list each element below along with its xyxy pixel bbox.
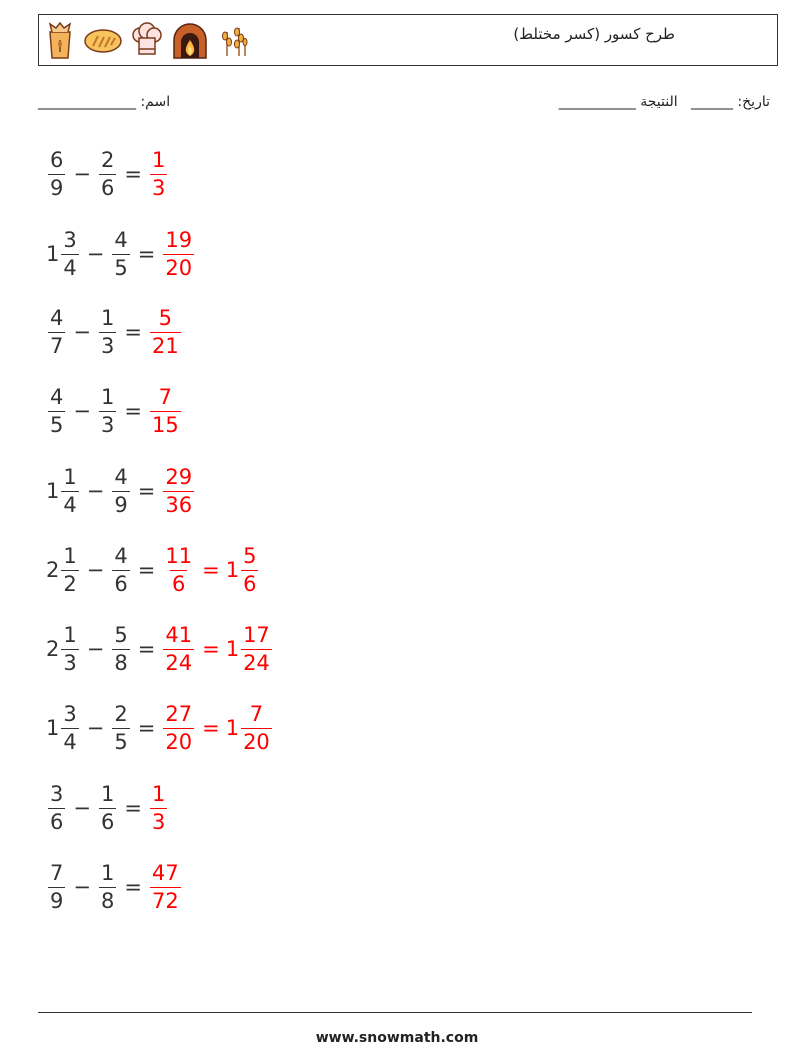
numerator: 7: [249, 701, 264, 726]
name-label: اسم:: [140, 94, 171, 110]
problem-row: [46, 144, 169, 204]
whole-number: 1: [46, 716, 60, 740]
numerator: 29: [165, 464, 193, 489]
oven-icon: [171, 22, 209, 60]
fraction: [239, 701, 274, 754]
score-label: النتيجة: [640, 94, 678, 110]
problem-row: [46, 461, 196, 521]
numerator: 11: [165, 543, 193, 568]
minus-sign: −: [86, 242, 105, 266]
denominator: 3: [63, 650, 77, 675]
subtrahend: [97, 860, 118, 913]
equals-sign: =: [137, 637, 156, 661]
date-label: تاريخ:: [737, 94, 770, 110]
answer-fraction: [148, 147, 169, 200]
answer-fraction: [161, 464, 196, 517]
answer-fraction: [161, 227, 196, 280]
footer-url: www.snowmath.com: [315, 1030, 479, 1046]
minuend: [46, 464, 81, 517]
numerator: 2: [114, 701, 128, 726]
numerator: 3: [63, 227, 77, 252]
answer-fraction: [161, 543, 196, 596]
fraction: [97, 384, 118, 437]
denominator: 6: [100, 809, 115, 834]
answer: [161, 464, 196, 517]
denominator: 7: [50, 333, 64, 358]
answer: [148, 384, 183, 437]
wheat-icon: [217, 24, 251, 58]
minuend: [46, 543, 81, 596]
numerator: 3: [50, 781, 64, 806]
answer: [161, 543, 260, 596]
numerator: 17: [243, 622, 270, 647]
answer-mixed-number: [225, 701, 274, 754]
equals-sign: =: [124, 796, 142, 820]
fraction: [46, 147, 67, 200]
denominator: 8: [114, 650, 128, 675]
subtrahend: [110, 464, 131, 517]
minus-sign: −: [73, 162, 91, 186]
worksheet-title: طرح كسور (كسر مختلط): [513, 25, 675, 43]
minus-sign: −: [73, 796, 91, 820]
answer-fraction: [148, 384, 183, 437]
equals-sign: =: [137, 242, 156, 266]
denominator: 9: [50, 888, 64, 913]
fraction: [46, 860, 67, 913]
numerator: 7: [50, 860, 64, 885]
minuend: [46, 147, 67, 200]
denominator: 9: [114, 492, 128, 517]
fraction: [110, 543, 131, 596]
denominator: 24: [165, 650, 193, 675]
problem-row: [46, 778, 169, 838]
fraction: [239, 622, 274, 675]
subtrahend: [97, 384, 118, 437]
numerator: 5: [158, 305, 173, 330]
answer: [161, 701, 273, 754]
numerator: 1: [151, 147, 166, 172]
minuend: [46, 384, 67, 437]
numerator: 1: [63, 464, 77, 489]
denominator: 6: [50, 809, 64, 834]
denominator: 24: [243, 650, 270, 675]
whole-number: 2: [46, 637, 60, 661]
problem-row: [46, 619, 274, 679]
problem-row: [46, 224, 196, 284]
problem-row: [46, 540, 260, 600]
numerator: 6: [50, 147, 64, 172]
fraction: [59, 543, 80, 596]
fraction: [46, 781, 67, 834]
subtrahend: [110, 543, 131, 596]
equals-sign: =: [124, 399, 142, 423]
numerator: 27: [165, 701, 193, 726]
numerator: 1: [100, 384, 115, 409]
answer: [148, 305, 183, 358]
numerator: 5: [243, 543, 257, 568]
baguette-icon: [83, 26, 123, 56]
equals-sign: =: [124, 162, 142, 186]
fraction: [110, 464, 131, 517]
minus-sign: −: [73, 320, 91, 344]
fraction: [97, 305, 118, 358]
minus-sign: −: [73, 875, 91, 899]
date-score-field: [559, 94, 770, 110]
minuend: [46, 227, 81, 280]
equals-sign: =: [137, 716, 156, 740]
minus-sign: −: [73, 399, 91, 423]
numerator: 2: [100, 147, 115, 172]
fraction: [59, 622, 80, 675]
whole-number: 1: [46, 479, 60, 503]
subtrahend: [97, 147, 118, 200]
name-field: [38, 94, 170, 110]
denominator: 5: [114, 255, 128, 280]
denominator: 6: [100, 175, 115, 200]
fraction: [239, 543, 260, 596]
subtrahend: [97, 305, 118, 358]
numerator: 3: [63, 701, 77, 726]
denominator: 5: [114, 729, 128, 754]
numerator: 4: [114, 227, 128, 252]
equals-sign: =: [202, 637, 220, 661]
minuend: [46, 860, 67, 913]
numerator: 5: [114, 622, 128, 647]
denominator: 21: [151, 333, 179, 358]
numerator: 4: [114, 543, 128, 568]
minuend: [46, 781, 67, 834]
problem-row: [46, 381, 183, 441]
numerator: 1: [100, 860, 115, 885]
answer-fraction: [161, 701, 196, 754]
equals-sign: =: [124, 320, 142, 344]
fraction: [110, 701, 131, 754]
numerator: 1: [151, 781, 166, 806]
numerator: 1: [100, 305, 115, 330]
subtrahend: [110, 622, 131, 675]
name-blank: ______________: [38, 94, 136, 110]
equals-sign: =: [202, 716, 220, 740]
numerator: 41: [165, 622, 193, 647]
answer-mixed-number: [225, 622, 274, 675]
numerator: 4: [50, 384, 64, 409]
denominator: 9: [50, 175, 64, 200]
answer-fraction: [148, 305, 183, 358]
denominator: 20: [165, 729, 193, 754]
problem-row: [46, 698, 274, 758]
denominator: 36: [165, 492, 193, 517]
fraction: [46, 384, 67, 437]
denominator: 2: [63, 571, 77, 596]
denominator: 3: [100, 412, 115, 437]
whole-number: 2: [46, 558, 60, 582]
denominator: 8: [100, 888, 115, 913]
answer-fraction: [148, 781, 169, 834]
denominator: 3: [151, 175, 166, 200]
numerator: 1: [100, 781, 115, 806]
denominator: 15: [151, 412, 179, 437]
denominator: 4: [63, 492, 77, 517]
denominator: 6: [114, 571, 128, 596]
fraction: [59, 701, 80, 754]
answer: [161, 622, 273, 675]
whole-number: 1: [225, 558, 240, 582]
chef-hat-icon: [131, 22, 163, 60]
denominator: 4: [63, 729, 77, 754]
minus-sign: −: [86, 479, 105, 503]
equals-sign: =: [202, 558, 220, 582]
equals-sign: =: [137, 479, 156, 503]
denominator: 3: [100, 333, 115, 358]
fraction: [46, 305, 67, 358]
whole-number: 1: [225, 716, 240, 740]
answer-fraction: [148, 860, 183, 913]
fraction: [110, 227, 131, 280]
fraction: [110, 622, 131, 675]
numerator: 7: [158, 384, 173, 409]
numerator: 4: [114, 464, 128, 489]
problem-row: [46, 302, 183, 362]
answer: [148, 860, 183, 913]
equals-sign: =: [137, 558, 156, 582]
numerator: 1: [63, 622, 77, 647]
fraction: [97, 147, 118, 200]
minuend: [46, 305, 67, 358]
denominator: 20: [243, 729, 270, 754]
numerator: 1: [63, 543, 77, 568]
fraction: [97, 781, 118, 834]
fraction: [59, 464, 80, 517]
fraction: [59, 227, 80, 280]
answer-mixed-number: [225, 543, 261, 596]
whole-number: 1: [225, 637, 240, 661]
equals-sign: =: [124, 875, 142, 899]
answer-fraction: [161, 622, 196, 675]
subtrahend: [110, 227, 131, 280]
footer-divider: [38, 1012, 752, 1013]
header-icons: [45, 21, 251, 61]
denominator: 72: [151, 888, 179, 913]
subtrahend: [97, 781, 118, 834]
denominator: 6: [243, 571, 257, 596]
answer: [148, 147, 169, 200]
minus-sign: −: [86, 637, 105, 661]
denominator: 6: [172, 571, 186, 596]
denominator: 4: [63, 255, 77, 280]
bread-bag-icon: [45, 22, 75, 60]
minus-sign: −: [86, 558, 105, 582]
whole-number: 1: [46, 242, 60, 266]
minuend: [46, 701, 81, 754]
subtrahend: [110, 701, 131, 754]
minuend: [46, 622, 81, 675]
numerator: 19: [165, 227, 193, 252]
denominator: 20: [165, 255, 193, 280]
problem-row: [46, 857, 183, 917]
numerator: 4: [50, 305, 64, 330]
answer: [148, 781, 169, 834]
answer: [161, 227, 196, 280]
minus-sign: −: [86, 716, 105, 740]
denominator: 5: [50, 412, 64, 437]
date-blank: ______: [690, 94, 733, 110]
denominator: 3: [151, 809, 166, 834]
header-box: [38, 14, 778, 66]
numerator: 47: [151, 860, 179, 885]
fraction: [97, 860, 118, 913]
score-blank: ___________: [558, 94, 636, 110]
